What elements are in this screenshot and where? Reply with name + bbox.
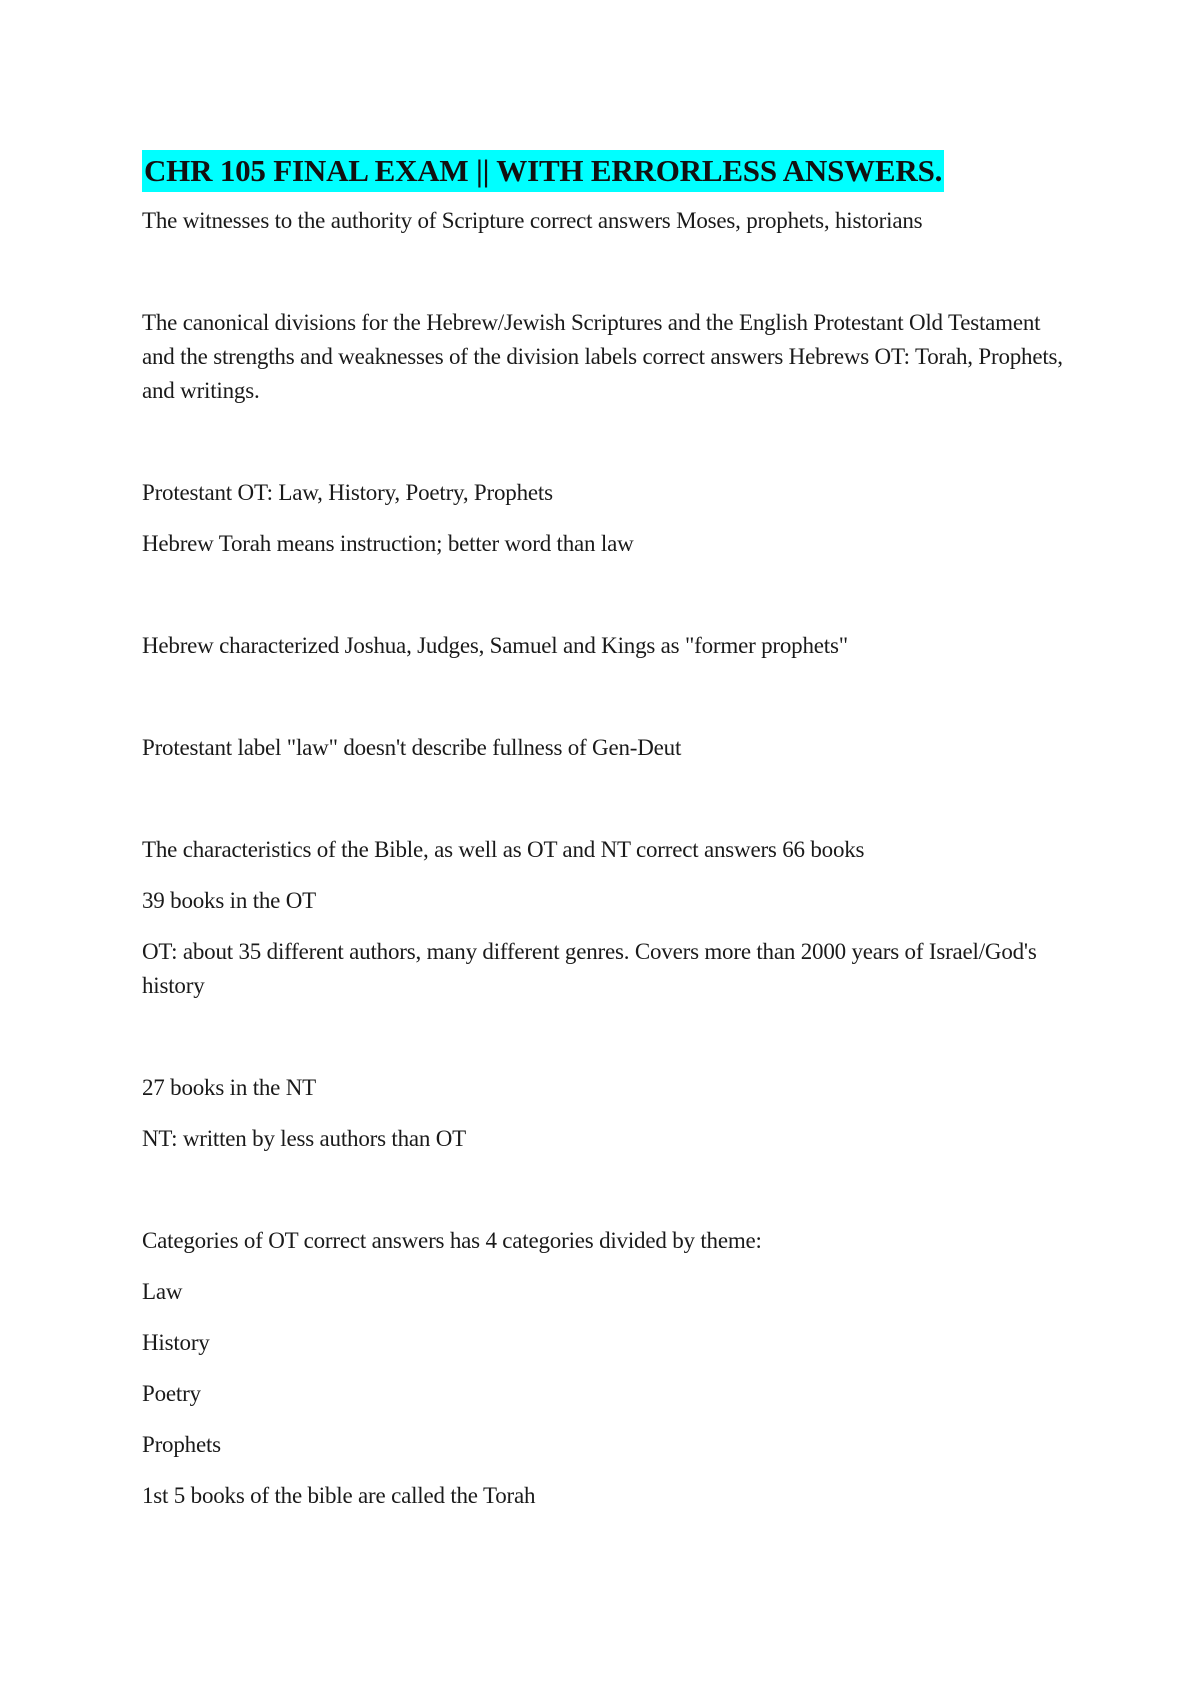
category-item-poetry: Poetry: [142, 1381, 201, 1406]
qa-paragraph-1: The witnesses to the authority of Scripture correct answers Moses, prophets, historians: [142, 208, 923, 233]
answer-line: 27 books in the NT: [142, 1075, 316, 1100]
answer-line: Protestant OT: Law, History, Poetry, Prophets: [142, 480, 553, 505]
document-title: CHR 105 FINAL EXAM || WITH ERRORLESS ANSWERS.: [142, 150, 944, 192]
answer-line: Protestant label "law" doesn't describe fullness of Gen-Deut: [142, 735, 682, 760]
category-item-law: Law: [142, 1279, 183, 1304]
answer-line: 1st 5 books of the bible are called the Torah: [142, 1483, 536, 1508]
document-body: [142, 150, 1072, 1513]
answer-line: Hebrew Torah means instruction; better word than law: [142, 531, 634, 556]
category-item-history: History: [142, 1330, 210, 1355]
qa-paragraph-2: The canonical divisions for the Hebrew/Jewish Scriptures and the English Protestant Old Testament and the strengths and weaknesses of the division labels correct answers Hebrews OT: Torah, Prophets, and writings.: [142, 310, 1063, 403]
answer-line: Hebrew characterized Joshua, Judges, Samuel and Kings as "former prophets": [142, 633, 848, 658]
qa-paragraph-3: The characteristics of the Bible, as well as OT and NT correct answers 66 books: [142, 837, 865, 862]
category-item-prophets: Prophets: [142, 1432, 221, 1457]
answer-line: OT: about 35 different authors, many different genres. Covers more than 2000 years of Israel/God's history: [142, 939, 1037, 998]
answer-line: 39 books in the OT: [142, 888, 316, 913]
qa-paragraph-4: Categories of OT correct answers has 4 categories divided by theme:: [142, 1228, 762, 1253]
answer-line: NT: written by less authors than OT: [142, 1126, 467, 1151]
